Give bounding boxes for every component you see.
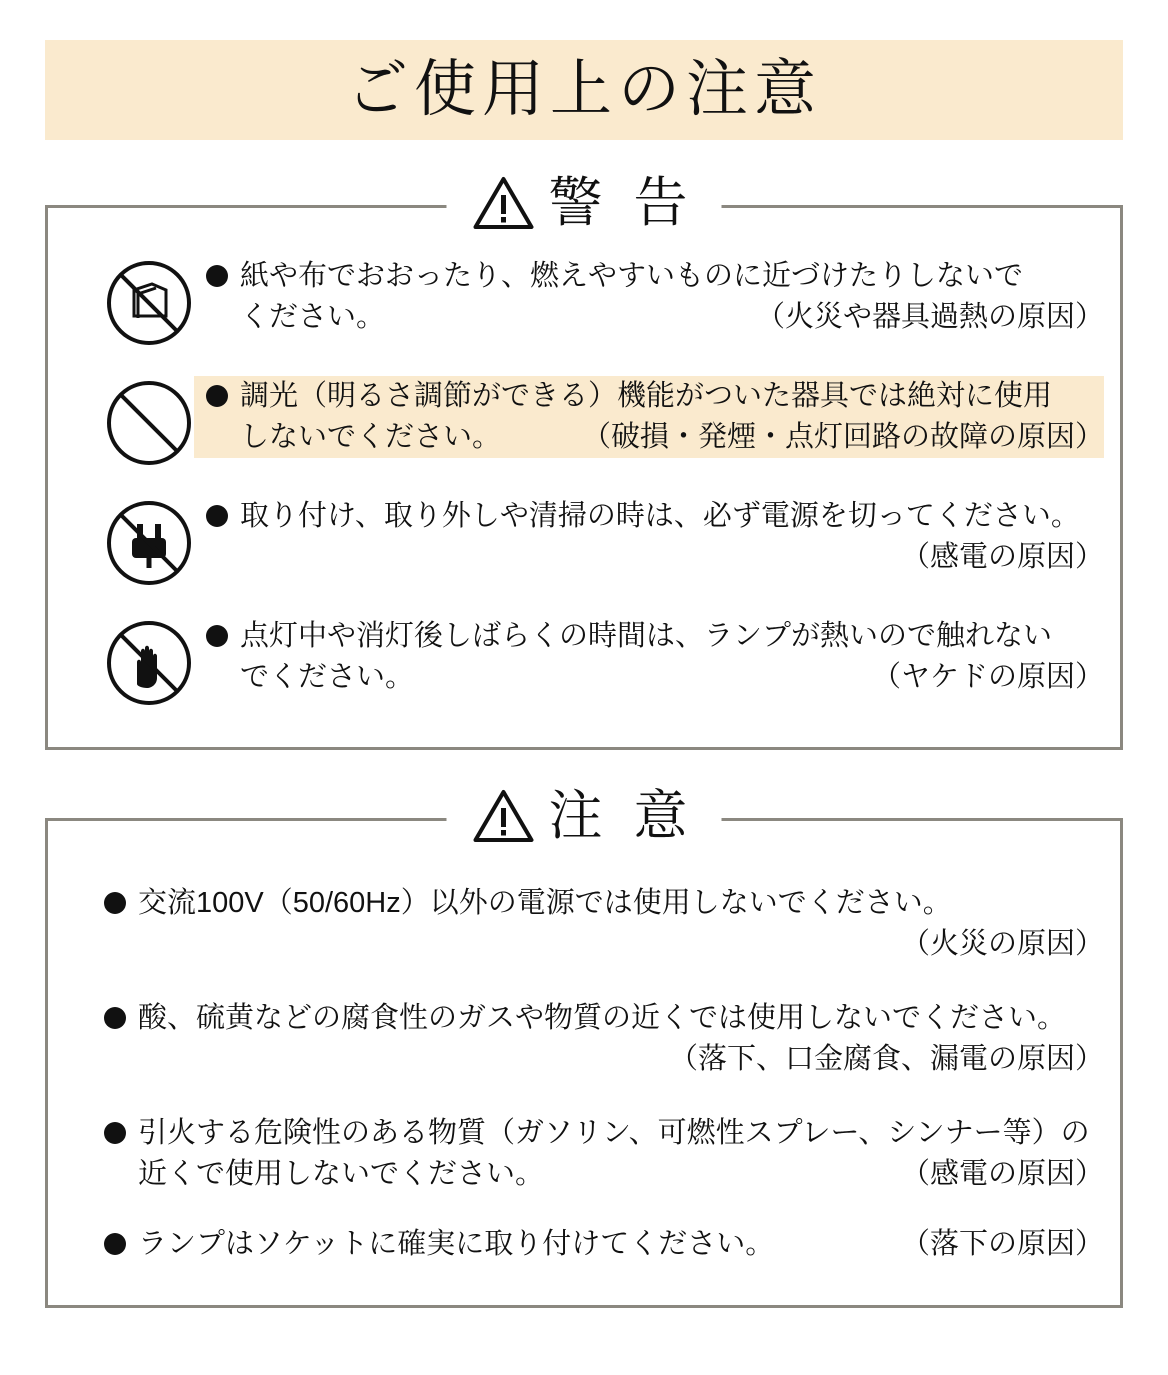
caution-heading bbox=[446, 777, 721, 859]
warning-item-reason: （ヤケドの原因） bbox=[871, 661, 1104, 694]
bullet-icon bbox=[104, 1233, 126, 1255]
warning-item-line1: 紙や布でおおったり、燃えやすいものに近づけたりしないで bbox=[206, 256, 1104, 297]
caution-item-reason: （火災の原因） bbox=[900, 928, 1104, 961]
warning-item-reason: （感電の原因） bbox=[900, 541, 1104, 574]
caution-item-line1: 酸、硫黄などの腐食性のガスや物質の近くでは使用しないでください。 bbox=[104, 998, 1104, 1039]
warning-triangle-icon bbox=[472, 788, 534, 849]
caution-item-reason: （落下の原因） bbox=[900, 1228, 1104, 1260]
warning-item-line2: しないでください。 （破損・発煙・点灯回路の故障の原因） bbox=[206, 417, 1104, 458]
warning-item-body bbox=[194, 376, 1104, 458]
warning-item-line1: 調光（明るさ調節ができる）機能がついた器具では絶対に使用 bbox=[206, 376, 1104, 417]
warning-item-line2 bbox=[206, 537, 1104, 578]
warning-item bbox=[104, 376, 1104, 468]
warning-item-body bbox=[194, 616, 1104, 698]
caution-item bbox=[104, 1113, 1104, 1195]
warning-heading-label: 警 告 bbox=[548, 173, 696, 233]
bullet-icon bbox=[206, 505, 228, 527]
caution-item-line1: 交流100V（50/60Hz）以外の電源では使用しないでください。 bbox=[104, 883, 1104, 924]
bullet-icon bbox=[104, 892, 126, 914]
caution-item-reason: （落下、口金腐食、漏電の原因） bbox=[668, 1043, 1104, 1076]
caution-section bbox=[45, 786, 1123, 1308]
caution-heading-label: 注 意 bbox=[548, 786, 696, 846]
bullet-icon bbox=[104, 1007, 126, 1029]
do-not-touch-hand-icon bbox=[104, 618, 194, 708]
page-title: ご使用上の注意 bbox=[345, 55, 822, 124]
bullet-icon bbox=[104, 1122, 126, 1144]
warning-item-line1: 取り付け、取り外しや清掃の時は、必ず電源を切ってください。 bbox=[206, 496, 1104, 537]
caution-item-line2: 近くで使用しないでください。 （感電の原因） bbox=[104, 1154, 1104, 1195]
caution-item bbox=[104, 1224, 1104, 1265]
prohibited-circle-icon bbox=[104, 378, 194, 468]
warning-section bbox=[45, 173, 1123, 750]
warning-item-line2: ください。 （火災や器具過熱の原因） bbox=[206, 297, 1104, 338]
warning-item-line1: 点灯中や消灯後しばらくの時間は、ランプが熱いので触れない bbox=[206, 616, 1104, 657]
no-cover-with-paper-cloth-icon bbox=[104, 258, 194, 348]
warning-item bbox=[104, 256, 1104, 348]
bullet-icon bbox=[206, 385, 228, 407]
warning-item bbox=[104, 496, 1104, 588]
caution-item-line2 bbox=[104, 924, 1104, 965]
warning-item-body bbox=[194, 256, 1104, 338]
caution-item-line1: ランプはソケットに確実に取り付けてください。 （落下の原因） bbox=[104, 1224, 1104, 1265]
page-title-banner bbox=[45, 40, 1123, 140]
warning-item-reason: （破損・発煙・点灯回路の故障の原因） bbox=[581, 421, 1104, 454]
caution-item-reason: （感電の原因） bbox=[900, 1158, 1104, 1191]
warning-item-body bbox=[194, 496, 1104, 578]
warning-item-reason: （火災や器具過熱の原因） bbox=[755, 301, 1104, 334]
bullet-icon bbox=[206, 265, 228, 287]
caution-item-line2 bbox=[104, 1039, 1104, 1080]
warning-item bbox=[104, 616, 1104, 708]
warning-heading bbox=[446, 164, 721, 246]
warning-triangle-icon bbox=[472, 175, 534, 236]
warning-item-line2: でください。 （ヤケドの原因） bbox=[206, 657, 1104, 698]
caution-item-line1: 引火する危険性のある物質（ガソリン、可燃性スプレー、シンナー等）の bbox=[104, 1113, 1104, 1154]
caution-item bbox=[104, 998, 1104, 1080]
bullet-icon bbox=[206, 625, 228, 647]
caution-item bbox=[104, 883, 1104, 965]
unplug-power-icon bbox=[104, 498, 194, 588]
